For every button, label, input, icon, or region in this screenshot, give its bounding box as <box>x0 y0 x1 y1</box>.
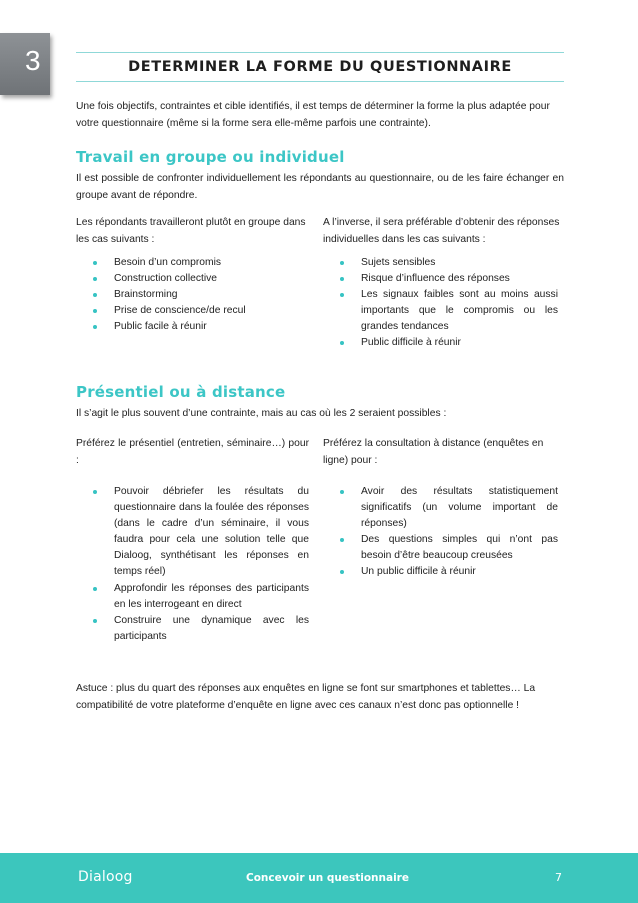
page-number: 7 <box>555 871 562 884</box>
title-bottom-rule <box>76 81 564 82</box>
list-item-text: Brainstorming <box>114 289 178 301</box>
section1-right-list <box>340 255 558 352</box>
list-item <box>93 287 293 303</box>
list-item-text: Construire une dynamique avec les participants <box>114 614 309 642</box>
list-item <box>340 335 558 351</box>
list-item <box>340 564 558 580</box>
list-item-text: Approfondir les réponses des participants en les interrogeant en direct <box>114 582 309 610</box>
section2-right-list <box>340 484 558 581</box>
list-item <box>93 271 293 287</box>
list-item-text: Risque d’influence des réponses <box>361 273 510 285</box>
list-item <box>93 255 293 271</box>
bullet-icon <box>340 538 344 542</box>
list-item-text: Besoin d’un compromis <box>114 257 222 268</box>
list-item-text: Public difficile à réunir <box>361 337 461 349</box>
list-item <box>340 271 558 287</box>
bullet-icon <box>93 587 97 591</box>
section2-paragraph: Il s’agit le plus souvent d’une contrainte, mais au cas où les 2 seraient possibles : <box>76 408 447 419</box>
list-item <box>93 319 293 335</box>
list-item <box>340 532 558 564</box>
list-item-text: Des questions simples qui n’ont pas besoin d’être beaucoup creusées <box>361 534 558 562</box>
list-item-text: Public facile à réunir <box>114 321 207 333</box>
bullet-icon <box>340 293 344 297</box>
footer-document-title: Concevoir un questionnaire <box>246 872 409 884</box>
title-top-rule <box>76 52 564 53</box>
list-item-text: Sujets sensibles <box>361 257 436 268</box>
bullet-icon <box>93 619 97 623</box>
bullet-icon <box>340 570 344 574</box>
list-item <box>93 581 309 613</box>
list-item-text: Prise de conscience/de recul <box>114 305 246 317</box>
bullet-icon <box>93 490 97 494</box>
list-item <box>340 255 558 271</box>
list-item <box>340 287 558 335</box>
section2-left-intro: Préférez le présentiel (entretien, séminaire…) pour : <box>76 438 309 466</box>
list-item-text: Pouvoir débriefer les résultats du questionnaire dans la foulée des réponses (dans le cadre d’un séminaire, il vous faudra pour cela une solution telle que Dialoog, synthétisant les réponses en temps réel) <box>114 486 309 578</box>
section2-left-list <box>93 484 309 645</box>
bullet-icon <box>93 325 97 329</box>
section1-paragraph: Il est possible de confronter individuellement les répondants au questionnaire, ou de les faire échanger en groupe avant de répondre. <box>76 173 564 201</box>
section1-right-intro: A l’inverse, il sera préférable d’obtenir des réponses individuelles dans les cas suivants : <box>323 217 560 245</box>
dialoog-logo: Dialoog <box>78 869 133 885</box>
section-heading-group-individual: Travail en groupe ou individuel <box>76 148 345 166</box>
list-item <box>93 613 309 645</box>
bullet-icon <box>340 341 344 345</box>
chapter-number-badge: 3 <box>0 33 50 95</box>
tip-paragraph: Astuce : plus du quart des réponses aux enquêtes en ligne se font sur smartphones et tablettes… La compatibilité de votre plateforme d’enquête en ligne avec ces canaux n’est donc pas optionnelle ! <box>76 683 536 711</box>
section-heading-presence-distance: Présentiel ou à distance <box>76 383 286 401</box>
list-item <box>93 303 293 319</box>
section1-left-list <box>93 255 293 335</box>
bullet-icon <box>93 309 97 313</box>
bullet-icon <box>93 261 97 265</box>
section1-left-intro: Les répondants travailleront plutôt en groupe dans les cas suivants : <box>76 217 306 245</box>
list-item <box>340 484 558 532</box>
bullet-icon <box>340 261 344 265</box>
bullet-icon <box>340 490 344 494</box>
list-item-text: Un public difficile à réunir <box>361 566 476 578</box>
intro-paragraph: Une fois objectifs, contraintes et cible identifiés, il est temps de déterminer la forme la plus adaptée pour votre questionnaire (même si la forme sera elle-même parfois une contrainte). <box>76 101 550 129</box>
bullet-icon <box>93 293 97 297</box>
page-footer <box>0 853 638 903</box>
list-item-text: Avoir des résultats statistiquement significatifs (un volume important de réponses) <box>361 486 558 530</box>
list-item-text: Les signaux faibles sont au moins aussi importants que le compromis ou les grandes tendances <box>361 289 558 333</box>
section2-right-intro: Préférez la consultation à distance (enquêtes en ligne) pour : <box>323 438 544 466</box>
page-title: DETERMINER LA FORME DU QUESTIONNAIRE <box>128 59 512 75</box>
bullet-icon <box>340 277 344 281</box>
bullet-icon <box>93 277 97 281</box>
list-item-text: Construction collective <box>114 273 218 285</box>
list-item <box>93 484 309 581</box>
